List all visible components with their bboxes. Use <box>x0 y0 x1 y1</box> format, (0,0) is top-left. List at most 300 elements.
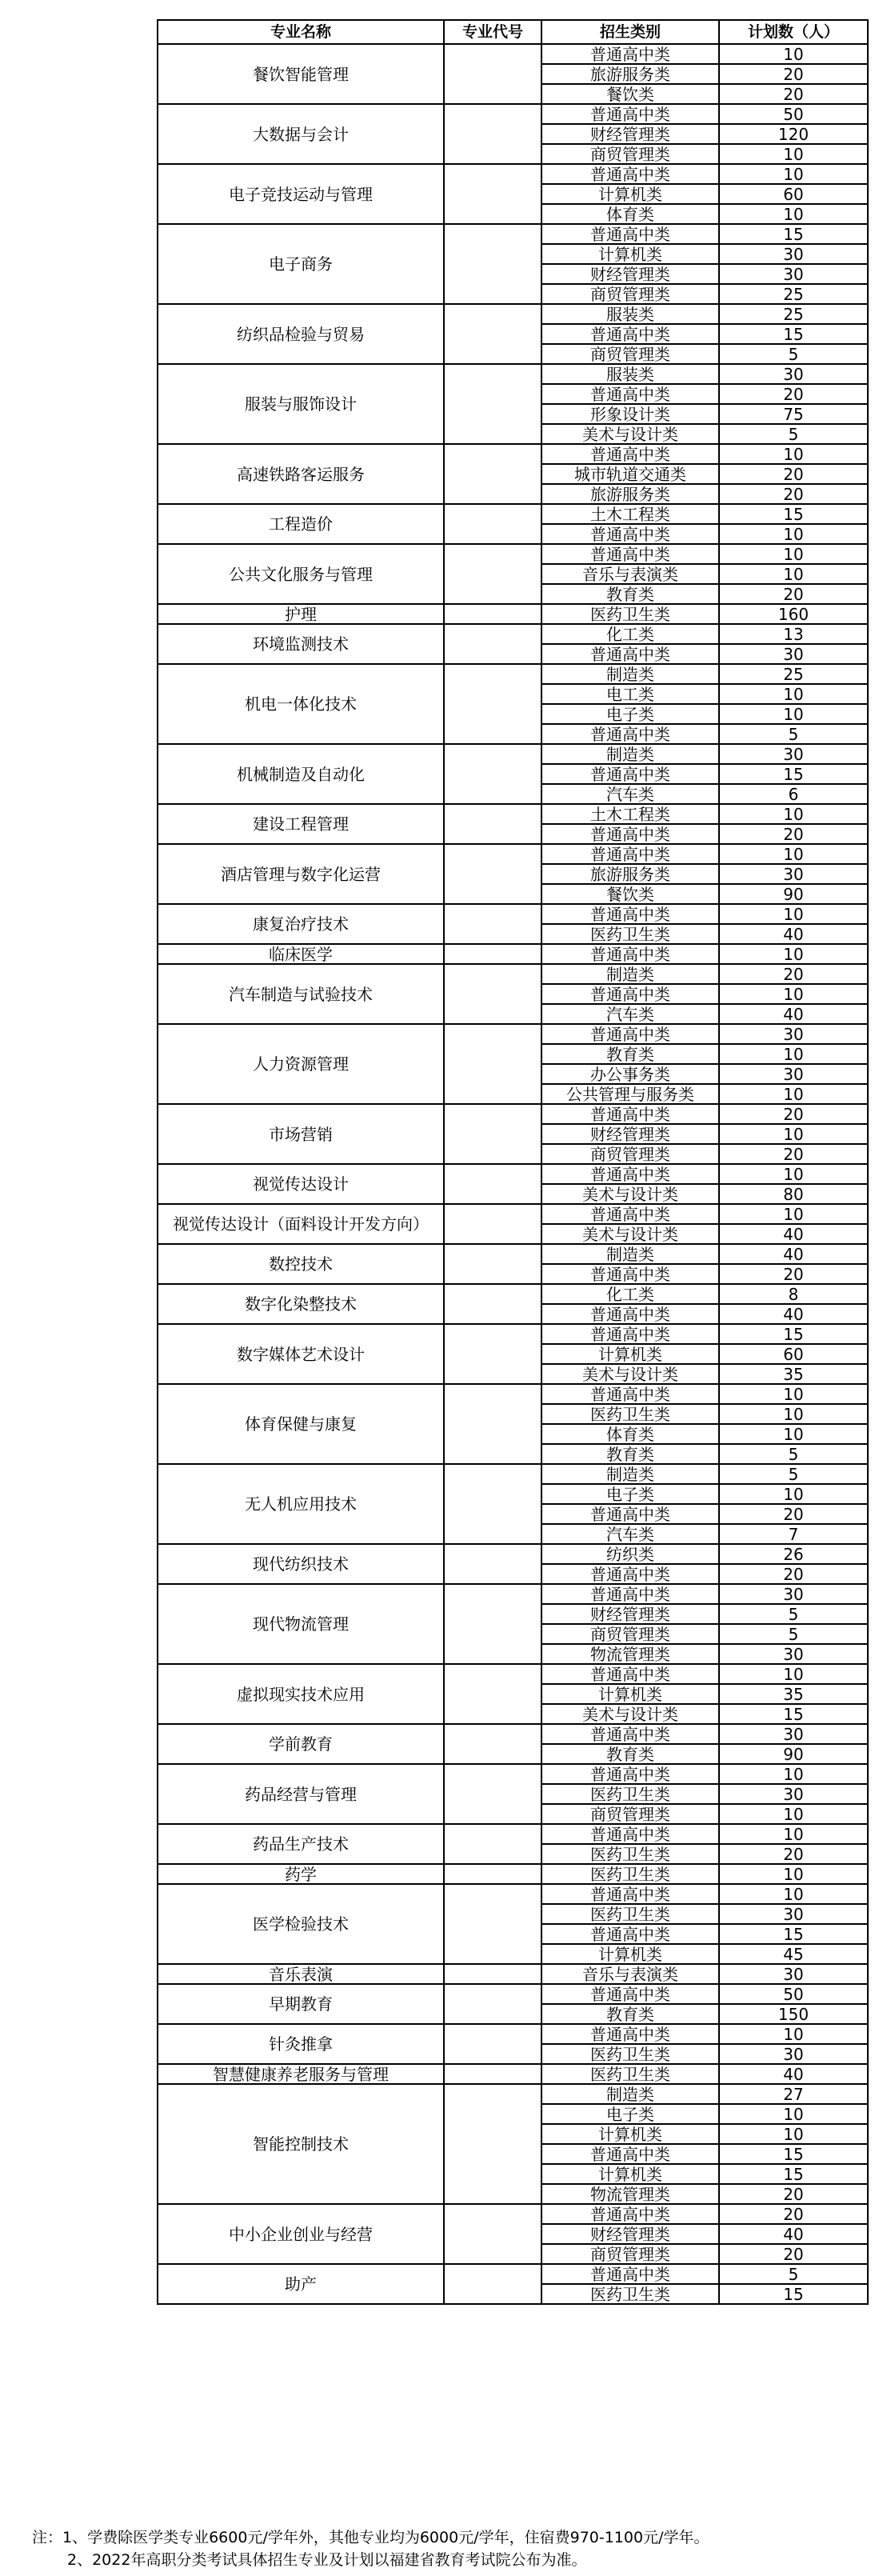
admission-category-cell: 教育类 <box>541 2004 719 2024</box>
major-code-cell <box>444 804 541 844</box>
major-code-cell <box>444 1984 541 2024</box>
major-name-cell: 现代纺织技术 <box>158 1544 444 1584</box>
planned-count-cell: 20 <box>719 1844 868 1864</box>
admission-category-cell: 普通高中类 <box>541 384 719 404</box>
table-row <box>158 624 868 644</box>
admission-category-cell: 普通高中类 <box>541 1304 719 1324</box>
major-name-cell: 数字媒体艺术设计 <box>158 1324 444 1384</box>
planned-count-cell: 10 <box>719 1884 868 1904</box>
admission-category-cell: 体育类 <box>541 1424 719 1444</box>
major-code-cell <box>444 104 541 164</box>
header-major-name: 专业名称 <box>158 20 444 44</box>
table-body <box>158 44 868 2304</box>
major-code-cell <box>444 1164 541 1204</box>
admission-category-cell: 普通高中类 <box>541 844 719 864</box>
footnotes <box>32 2526 880 2571</box>
admission-category-cell: 医药卫生类 <box>541 2284 719 2304</box>
planned-count-cell: 10 <box>719 1124 868 1144</box>
planned-count-cell: 30 <box>719 1964 868 1984</box>
admission-category-cell: 公共管理与服务类 <box>541 1084 719 1104</box>
table-row <box>158 2064 868 2084</box>
major-name-cell: 建设工程管理 <box>158 804 444 844</box>
table-row <box>158 1324 868 1344</box>
table-header <box>158 20 868 44</box>
major-name-cell: 智能控制技术 <box>158 2084 444 2204</box>
planned-count-cell: 5 <box>719 2264 868 2284</box>
admission-category-cell: 美术与设计类 <box>541 1364 719 1384</box>
major-name-cell: 临床医学 <box>158 944 444 964</box>
admission-category-cell: 财经管理类 <box>541 124 719 144</box>
admission-category-cell: 土木工程类 <box>541 504 719 524</box>
major-code-cell <box>444 44 541 104</box>
planned-count-cell: 5 <box>719 344 868 364</box>
planned-count-cell: 90 <box>719 1744 868 1764</box>
major-name-cell: 市场营销 <box>158 1104 444 1164</box>
planned-count-cell: 10 <box>719 1204 868 1224</box>
planned-count-cell: 10 <box>719 544 868 564</box>
table-row <box>158 1764 868 1784</box>
admission-category-cell: 普通高中类 <box>541 444 719 464</box>
planned-count-cell: 45 <box>719 1944 868 1964</box>
major-name-cell: 纺织品检验与贸易 <box>158 304 444 364</box>
enrollment-plan-table <box>157 19 869 2305</box>
major-code-cell <box>444 604 541 624</box>
table-row <box>158 1164 868 1184</box>
admission-category-cell: 普通高中类 <box>541 984 719 1004</box>
admission-category-cell: 商贸管理类 <box>541 144 719 164</box>
admission-category-cell: 商贸管理类 <box>541 1804 719 1824</box>
admission-category-cell: 服装类 <box>541 364 719 384</box>
major-name-cell: 电子竞技运动与管理 <box>158 164 444 224</box>
major-name-cell: 工程造价 <box>158 504 444 544</box>
planned-count-cell: 20 <box>719 824 868 844</box>
major-code-cell <box>444 1584 541 1664</box>
planned-count-cell: 15 <box>719 1704 868 1724</box>
admission-category-cell: 普通高中类 <box>541 164 719 184</box>
major-code-cell <box>444 964 541 1024</box>
admission-category-cell: 计算机类 <box>541 184 719 204</box>
admission-category-cell: 制造类 <box>541 744 719 764</box>
admission-category-cell: 普通高中类 <box>541 1264 719 1284</box>
planned-count-cell: 30 <box>719 1644 868 1664</box>
admission-category-cell: 教育类 <box>541 1444 719 1464</box>
planned-count-cell: 30 <box>719 1724 868 1744</box>
admission-category-cell: 餐饮类 <box>541 84 719 104</box>
table-row <box>158 1664 868 1684</box>
admission-category-cell: 普通高中类 <box>541 1164 719 1184</box>
admission-category-cell: 普通高中类 <box>541 1664 719 1684</box>
admission-category-cell: 服装类 <box>541 304 719 324</box>
planned-count-cell: 15 <box>719 224 868 244</box>
admission-category-cell: 普通高中类 <box>541 2264 719 2284</box>
major-code-cell <box>444 624 541 664</box>
table-row <box>158 2264 868 2284</box>
admission-category-cell: 普通高中类 <box>541 1024 719 1044</box>
major-name-cell: 机械制造及自动化 <box>158 744 444 804</box>
planned-count-cell: 10 <box>719 204 868 224</box>
planned-count-cell: 30 <box>719 1024 868 1044</box>
header-planned-count: 计划数（人） <box>719 20 868 44</box>
admission-category-cell: 电子类 <box>541 2104 719 2124</box>
footnote-1: 注：1、学费除医学类专业6600元/学年外，其他专业均为6000元/学年，住宿费970-1100元/学年。 <box>32 2529 709 2546</box>
planned-count-cell: 20 <box>719 2244 868 2264</box>
planned-count-cell: 120 <box>719 124 868 144</box>
planned-count-cell: 15 <box>719 324 868 344</box>
major-name-cell: 环境监测技术 <box>158 624 444 664</box>
admission-category-cell: 电子类 <box>541 1484 719 1504</box>
major-code-cell <box>444 1664 541 1724</box>
admission-category-cell: 普通高中类 <box>541 2024 719 2044</box>
table-row <box>158 364 868 384</box>
planned-count-cell: 20 <box>719 464 868 484</box>
planned-count-cell: 10 <box>719 2124 868 2144</box>
planned-count-cell: 5 <box>719 424 868 444</box>
planned-count-cell: 20 <box>719 584 868 604</box>
major-code-cell <box>444 944 541 964</box>
planned-count-cell: 40 <box>719 1304 868 1324</box>
planned-count-cell: 10 <box>719 1484 868 1504</box>
admission-category-cell: 普通高中类 <box>541 764 719 784</box>
major-name-cell: 中小企业创业与经营 <box>158 2204 444 2264</box>
admission-category-cell: 计算机类 <box>541 244 719 264</box>
admission-category-cell: 制造类 <box>541 664 719 684</box>
admission-category-cell: 医药卫生类 <box>541 2064 719 2084</box>
major-code-cell <box>444 1764 541 1824</box>
table-row <box>158 104 868 124</box>
admission-category-cell: 普通高中类 <box>541 904 719 924</box>
admission-category-cell: 财经管理类 <box>541 1124 719 1144</box>
admission-category-cell: 普通高中类 <box>541 644 719 664</box>
planned-count-cell: 15 <box>719 2164 868 2184</box>
planned-count-cell: 10 <box>719 684 868 704</box>
major-code-cell <box>444 2204 541 2264</box>
admission-category-cell: 旅游服务类 <box>541 864 719 884</box>
major-code-cell <box>444 1104 541 1164</box>
planned-count-cell: 20 <box>719 1104 868 1124</box>
header-row <box>158 20 868 44</box>
admission-category-cell: 音乐与表演类 <box>541 564 719 584</box>
table-row <box>158 224 868 244</box>
planned-count-cell: 13 <box>719 624 868 644</box>
admission-category-cell: 形象设计类 <box>541 404 719 424</box>
planned-count-cell: 60 <box>719 1344 868 1364</box>
planned-count-cell: 10 <box>719 904 868 924</box>
planned-count-cell: 15 <box>719 1324 868 1344</box>
major-code-cell <box>444 664 541 744</box>
major-code-cell <box>444 544 541 604</box>
table-row <box>158 164 868 184</box>
major-code-cell <box>444 2264 541 2304</box>
admission-category-cell: 计算机类 <box>541 1684 719 1704</box>
table-row <box>158 944 868 964</box>
planned-count-cell: 7 <box>719 1524 868 1544</box>
planned-count-cell: 10 <box>719 164 868 184</box>
planned-count-cell: 40 <box>719 1004 868 1024</box>
major-name-cell: 电子商务 <box>158 224 444 304</box>
planned-count-cell: 10 <box>719 1164 868 1184</box>
major-name-cell: 汽车制造与试验技术 <box>158 964 444 1024</box>
major-name-cell: 学前教育 <box>158 1724 444 1764</box>
admission-category-cell: 医药卫生类 <box>541 604 719 624</box>
table-row <box>158 1584 868 1604</box>
major-code-cell <box>444 1384 541 1464</box>
major-code-cell <box>444 364 541 444</box>
admission-category-cell: 医药卫生类 <box>541 1904 719 1924</box>
major-name-cell: 音乐表演 <box>158 1964 444 1984</box>
planned-count-cell: 40 <box>719 924 868 944</box>
admission-category-cell: 普通高中类 <box>541 824 719 844</box>
major-code-cell <box>444 1284 541 1324</box>
table-row <box>158 1544 868 1564</box>
major-name-cell: 药学 <box>158 1864 444 1884</box>
planned-count-cell: 30 <box>719 1784 868 1804</box>
table-row <box>158 1104 868 1124</box>
admission-category-cell: 普通高中类 <box>541 724 719 744</box>
table-row <box>158 1864 868 1884</box>
planned-count-cell: 15 <box>719 1924 868 1944</box>
planned-count-cell: 10 <box>719 1384 868 1404</box>
admission-category-cell: 城市轨道交通类 <box>541 464 719 484</box>
major-code-cell <box>444 504 541 544</box>
table-row <box>158 504 868 524</box>
major-name-cell: 虚拟现实技术应用 <box>158 1664 444 1724</box>
planned-count-cell: 60 <box>719 184 868 204</box>
admission-category-cell: 纺织类 <box>541 1544 719 1564</box>
admission-category-cell: 汽车类 <box>541 1524 719 1544</box>
major-name-cell: 机电一体化技术 <box>158 664 444 744</box>
major-name-cell: 智慧健康养老服务与管理 <box>158 2064 444 2084</box>
planned-count-cell: 10 <box>719 1044 868 1064</box>
major-code-cell <box>444 444 541 504</box>
major-name-cell: 视觉传达设计 <box>158 1164 444 1204</box>
admission-category-cell: 计算机类 <box>541 2164 719 2184</box>
planned-count-cell: 10 <box>719 564 868 584</box>
header-major-code: 专业代号 <box>444 20 541 44</box>
table-row <box>158 44 868 64</box>
planned-count-cell: 10 <box>719 1864 868 1884</box>
planned-count-cell: 10 <box>719 444 868 464</box>
admission-category-cell: 普通高中类 <box>541 944 719 964</box>
admission-category-cell: 普通高中类 <box>541 1204 719 1224</box>
planned-count-cell: 25 <box>719 284 868 304</box>
planned-count-cell: 15 <box>719 2284 868 2304</box>
admission-category-cell: 汽车类 <box>541 784 719 804</box>
major-name-cell: 助产 <box>158 2264 444 2304</box>
table-row <box>158 1984 868 2004</box>
admission-category-cell: 旅游服务类 <box>541 484 719 504</box>
major-name-cell: 医学检验技术 <box>158 1884 444 1964</box>
admission-category-cell: 普通高中类 <box>541 44 719 64</box>
header-admission-category: 招生类别 <box>541 20 719 44</box>
admission-category-cell: 美术与设计类 <box>541 424 719 444</box>
admission-category-cell: 普通高中类 <box>541 1764 719 1784</box>
major-code-cell <box>444 1724 541 1764</box>
major-name-cell: 无人机应用技术 <box>158 1464 444 1544</box>
admission-category-cell: 普通高中类 <box>541 1984 719 2004</box>
planned-count-cell: 10 <box>719 944 868 964</box>
planned-count-cell: 5 <box>719 724 868 744</box>
admission-category-cell: 汽车类 <box>541 1004 719 1024</box>
table-row <box>158 1884 868 1904</box>
planned-count-cell: 20 <box>719 64 868 84</box>
planned-count-cell: 10 <box>719 1804 868 1824</box>
table-row <box>158 664 868 684</box>
planned-count-cell: 30 <box>719 2044 868 2064</box>
planned-count-cell: 10 <box>719 844 868 864</box>
planned-count-cell: 40 <box>719 1224 868 1244</box>
table-row <box>158 744 868 764</box>
footnote-2: 2、2022年高职分类考试具体招生专业及计划以福建省教育考试院公布为准。 <box>67 2551 587 2569</box>
major-code-cell <box>444 2064 541 2084</box>
admission-category-cell: 化工类 <box>541 1284 719 1304</box>
planned-count-cell: 5 <box>719 1464 868 1484</box>
planned-count-cell: 8 <box>719 1284 868 1304</box>
planned-count-cell: 10 <box>719 704 868 724</box>
table-row <box>158 1384 868 1404</box>
major-code-cell <box>444 1544 541 1584</box>
admission-category-cell: 普通高中类 <box>541 1564 719 1584</box>
planned-count-cell: 40 <box>719 1244 868 1264</box>
admission-category-cell: 办公事务类 <box>541 1064 719 1084</box>
major-code-cell <box>444 904 541 944</box>
planned-count-cell: 90 <box>719 884 868 904</box>
admission-category-cell: 商贸管理类 <box>541 284 719 304</box>
admission-category-cell: 土木工程类 <box>541 804 719 824</box>
planned-count-cell: 10 <box>719 2104 868 2124</box>
table-row <box>158 2204 868 2224</box>
major-name-cell: 大数据与会计 <box>158 104 444 164</box>
admission-category-cell: 普通高中类 <box>541 544 719 564</box>
table-row <box>158 304 868 324</box>
major-name-cell: 药品生产技术 <box>158 1824 444 1864</box>
admission-category-cell: 体育类 <box>541 204 719 224</box>
admission-category-cell: 普通高中类 <box>541 2204 719 2224</box>
planned-count-cell: 30 <box>719 864 868 884</box>
major-name-cell: 康复治疗技术 <box>158 904 444 944</box>
admission-category-cell: 物流管理类 <box>541 1644 719 1664</box>
planned-count-cell: 30 <box>719 1584 868 1604</box>
planned-count-cell: 5 <box>719 1444 868 1464</box>
admission-category-cell: 教育类 <box>541 1044 719 1064</box>
table-row <box>158 1204 868 1224</box>
admission-category-cell: 计算机类 <box>541 1944 719 1964</box>
planned-count-cell: 25 <box>719 664 868 684</box>
table-row <box>158 1724 868 1744</box>
planned-count-cell: 20 <box>719 484 868 504</box>
major-code-cell <box>444 304 541 364</box>
admission-category-cell: 美术与设计类 <box>541 1184 719 1204</box>
admission-category-cell: 普通高中类 <box>541 1824 719 1844</box>
planned-count-cell: 10 <box>719 1404 868 1424</box>
major-name-cell: 酒店管理与数字化运营 <box>158 844 444 904</box>
admission-category-cell: 普通高中类 <box>541 104 719 124</box>
admission-category-cell: 制造类 <box>541 2084 719 2104</box>
planned-count-cell: 15 <box>719 504 868 524</box>
planned-count-cell: 40 <box>719 2224 868 2244</box>
admission-category-cell: 财经管理类 <box>541 1604 719 1624</box>
table-row <box>158 1824 868 1844</box>
admission-category-cell: 制造类 <box>541 1244 719 1264</box>
admission-category-cell: 普通高中类 <box>541 1504 719 1524</box>
planned-count-cell: 30 <box>719 264 868 284</box>
major-name-cell: 视觉传达设计（面料设计开发方向） <box>158 1204 444 1244</box>
admission-category-cell: 医药卫生类 <box>541 2044 719 2064</box>
table-row <box>158 604 868 624</box>
planned-count-cell: 35 <box>719 1684 868 1704</box>
planned-count-cell: 10 <box>719 44 868 64</box>
major-code-cell <box>444 1024 541 1104</box>
planned-count-cell: 10 <box>719 524 868 544</box>
major-code-cell <box>444 164 541 224</box>
planned-count-cell: 20 <box>719 1264 868 1284</box>
table-row <box>158 2024 868 2044</box>
admission-category-cell: 电子类 <box>541 704 719 724</box>
table-row <box>158 904 868 924</box>
planned-count-cell: 10 <box>719 1084 868 1104</box>
planned-count-cell: 35 <box>719 1364 868 1384</box>
table-row <box>158 804 868 824</box>
planned-count-cell: 10 <box>719 1824 868 1844</box>
admission-category-cell: 普通高中类 <box>541 1584 719 1604</box>
admission-category-cell: 商贸管理类 <box>541 2244 719 2264</box>
table-row <box>158 1244 868 1264</box>
admission-category-cell: 计算机类 <box>541 2124 719 2144</box>
planned-count-cell: 25 <box>719 304 868 324</box>
planned-count-cell: 27 <box>719 2084 868 2104</box>
table-row <box>158 1024 868 1044</box>
major-code-cell <box>444 1824 541 1864</box>
major-code-cell <box>444 1324 541 1384</box>
table-row <box>158 544 868 564</box>
planned-count-cell: 10 <box>719 1764 868 1784</box>
planned-count-cell: 20 <box>719 964 868 984</box>
planned-count-cell: 30 <box>719 1904 868 1924</box>
planned-count-cell: 20 <box>719 2184 868 2204</box>
admission-category-cell: 计算机类 <box>541 1344 719 1364</box>
admission-category-cell: 美术与设计类 <box>541 1224 719 1244</box>
admission-category-cell: 医药卫生类 <box>541 1844 719 1864</box>
major-code-cell <box>444 1964 541 1984</box>
planned-count-cell: 150 <box>719 2004 868 2024</box>
major-name-cell: 早期教育 <box>158 1984 444 2024</box>
major-name-cell: 体育保健与康复 <box>158 1384 444 1464</box>
table-row <box>158 2084 868 2104</box>
admission-category-cell: 商贸管理类 <box>541 1624 719 1644</box>
admission-category-cell: 音乐与表演类 <box>541 1964 719 1984</box>
admission-category-cell: 普通高中类 <box>541 1884 719 1904</box>
planned-count-cell: 20 <box>719 1504 868 1524</box>
planned-count-cell: 30 <box>719 244 868 264</box>
planned-count-cell: 5 <box>719 1604 868 1624</box>
planned-count-cell: 30 <box>719 644 868 664</box>
planned-count-cell: 10 <box>719 144 868 164</box>
admission-category-cell: 化工类 <box>541 624 719 644</box>
planned-count-cell: 50 <box>719 1984 868 2004</box>
admission-category-cell: 普通高中类 <box>541 324 719 344</box>
planned-count-cell: 15 <box>719 764 868 784</box>
major-code-cell <box>444 224 541 304</box>
planned-count-cell: 15 <box>719 2144 868 2164</box>
planned-count-cell: 20 <box>719 84 868 104</box>
major-code-cell <box>444 2024 541 2064</box>
admission-category-cell: 财经管理类 <box>541 2224 719 2244</box>
admission-category-cell: 普通高中类 <box>541 1924 719 1944</box>
admission-category-cell: 餐饮类 <box>541 884 719 904</box>
admission-category-cell: 电工类 <box>541 684 719 704</box>
major-name-cell: 针灸推拿 <box>158 2024 444 2064</box>
table-row <box>158 444 868 464</box>
major-name-cell: 人力资源管理 <box>158 1024 444 1104</box>
